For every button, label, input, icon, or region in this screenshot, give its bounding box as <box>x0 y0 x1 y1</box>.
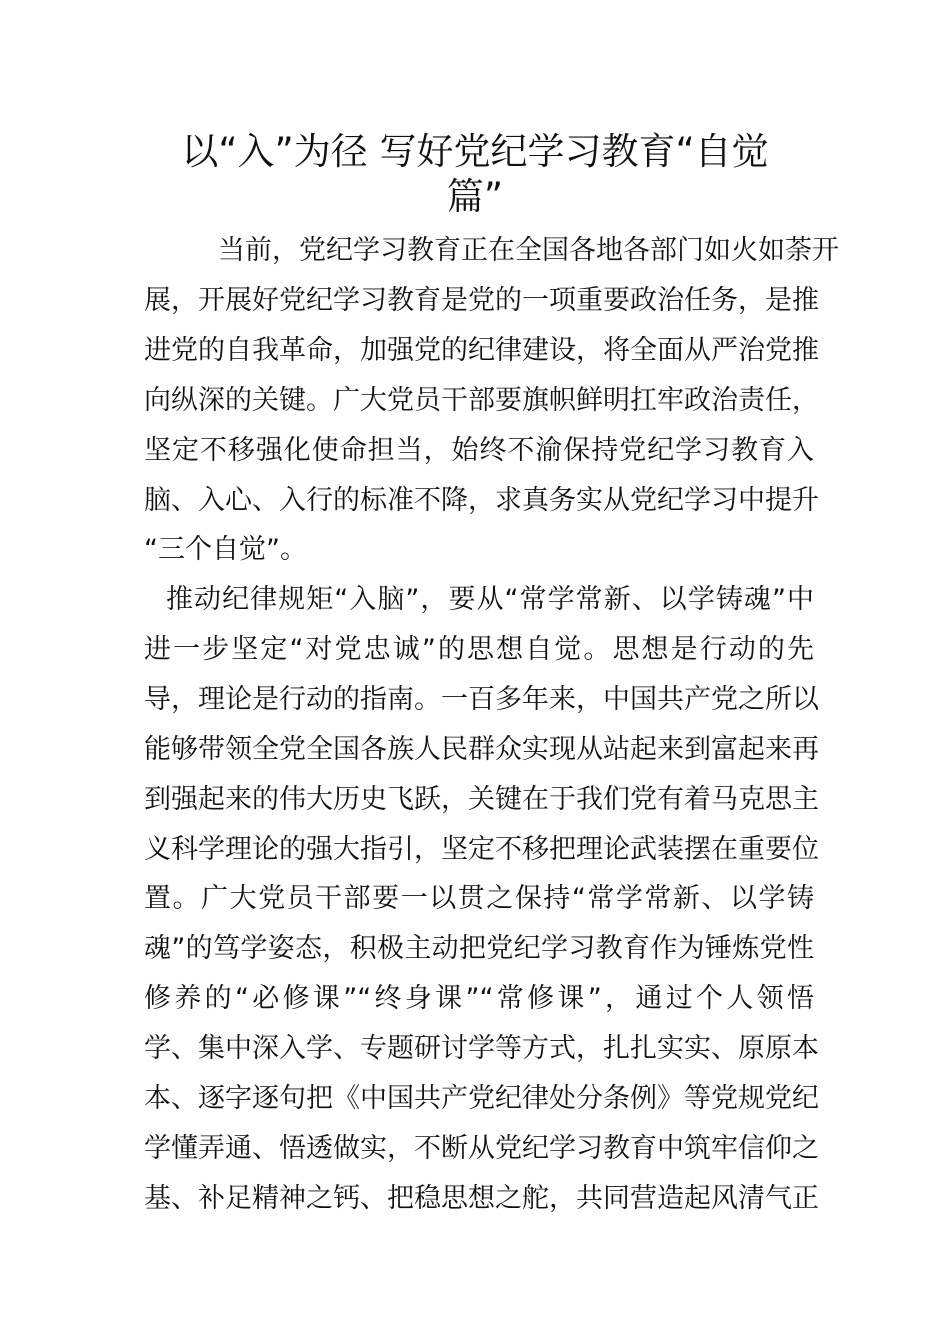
paragraph-2-line-10: 学、集中深入学、专题研讨学等方式，扎扎实实、原原本 <box>144 1033 819 1064</box>
paragraph-1-line-1: 当前，党纪学习教育正在全国各地各部门如火如荼开 <box>218 235 839 266</box>
paragraph-2-line-2: 进一步坚定“对党忠诚”的思想自觉。思想是行动的先 <box>144 634 814 665</box>
paragraph-2-line-4: 能够带领全党全国各族人民群众实现从站起来到富起来再 <box>144 734 819 765</box>
document-title-line-2: 篇” <box>446 175 504 218</box>
paragraph-2-line-8: 魂”的笃学姿态，积极主动把党纪学习教育作为锤炼党性 <box>144 933 814 964</box>
document-title-line-1: 以“入”为径 写好党纪学习教育“自觉 <box>181 130 769 173</box>
paragraph-2-line-12: 学懂弄通、悟透做实，不断从党纪学习教育中筑牢信仰之 <box>144 1133 819 1164</box>
paragraph-1-line-6: 脑、入心、入行的标准不降，求真务实从党纪学习中提升 <box>144 485 819 516</box>
paragraph-1-line-4: 向纵深的关键。广大党员干部要旗帜鲜明扛牢政治责任， <box>144 385 819 416</box>
paragraph-2-line-9: 修养的“必修课”“终身课”“常修课”，通过个人领悟 <box>144 983 814 1014</box>
paragraph-2-line-11: 本、逐字逐句把《中国共产党纪律处分条例》等党规党纪 <box>144 1083 819 1114</box>
paragraph-2-line-6: 义科学理论的强大指引，坚定不移把理论武装摆在重要位 <box>144 834 819 865</box>
paragraph-1-line-3: 进党的自我革命，加强党的纪律建设，将全面从严治党推 <box>144 335 819 366</box>
paragraph-1-line-2: 展，开展好党纪学习教育是党的一项重要政治任务，是推 <box>144 285 819 316</box>
paragraph-1-line-7: “三个自觉”。 <box>144 534 307 565</box>
paragraph-1-line-5: 坚定不移强化使命担当，始终不渝保持党纪学习教育入 <box>144 435 814 466</box>
paragraph-2-line-1: 推动纪律规矩“入脑”，要从“常学常新、以学铸魂”中 <box>166 584 814 615</box>
paragraph-2-line-13: 基、补足精神之钙、把稳思想之舵，共同营造起风清气正 <box>144 1183 819 1214</box>
paragraph-2-line-7: 置。广大党员干部要一以贯之保持“常学常新、以学铸 <box>144 883 814 914</box>
paragraph-2-line-3: 导，理论是行动的指南。一百多年来，中国共产党之所以 <box>144 684 819 715</box>
paragraph-2-line-5: 到强起来的伟大历史飞跃，关键在于我们党有着马克思主 <box>144 784 819 815</box>
